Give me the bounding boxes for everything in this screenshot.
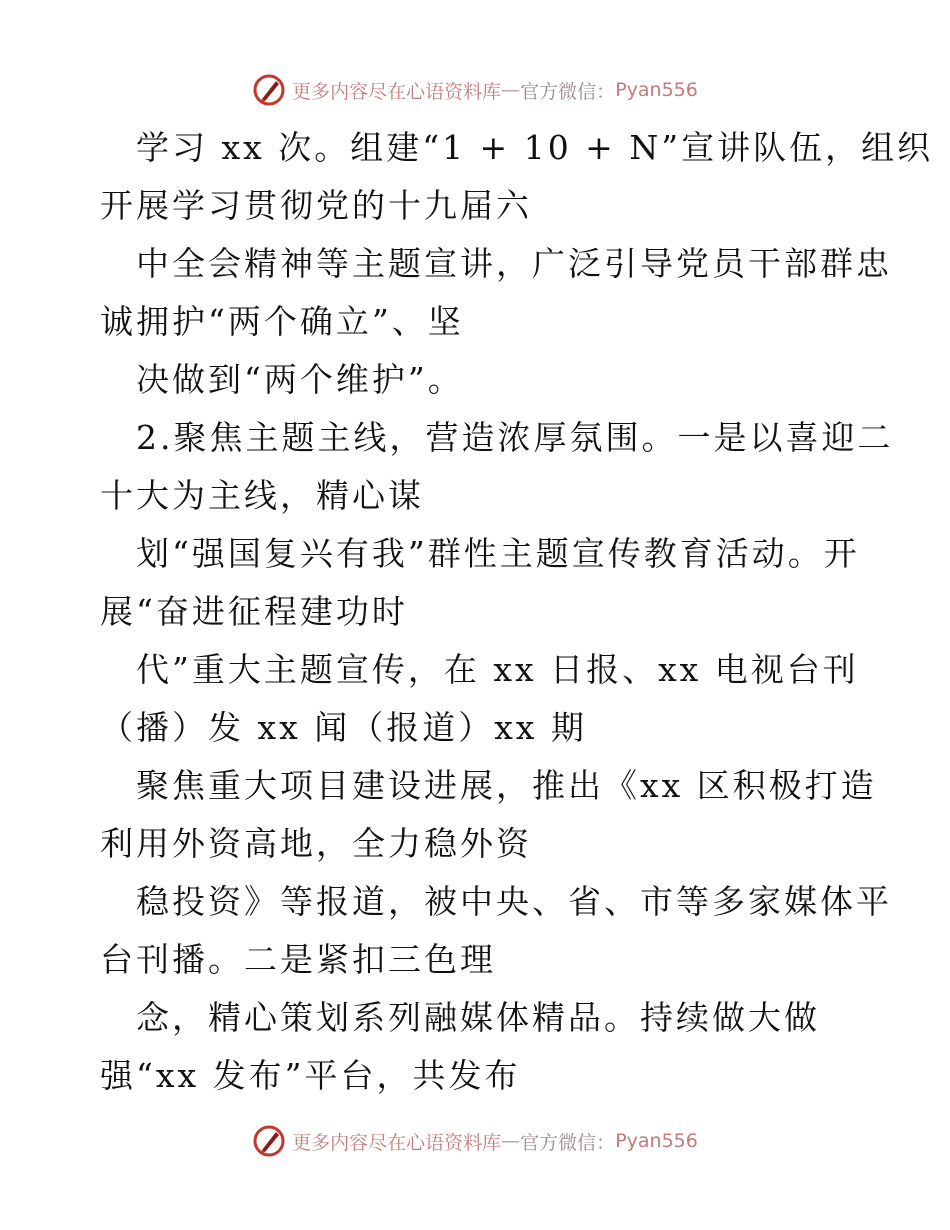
text-line: 十大为主线，精心谋 [100,476,424,515]
text-line: 开展学习贯彻党的十九届六 [100,186,532,225]
watermark-main-text: 更多内容尽在心语资料库 [292,1131,502,1154]
text-line: 诚拥护“两个确立”、坚 [100,302,464,341]
pen-logo-icon [252,1124,286,1158]
text-line: 台刊播。二是紧扣三色理 [100,940,496,979]
text-line: 划“强国复兴有我”群性主题宣传教育活动。开 [136,534,860,573]
text-line: 中全会精神等主题宣讲，广泛引导党员干部群忠 [136,244,892,283]
watermark-account: Pyan556 [615,1130,698,1152]
text-line: 代”重大主题宣传，在 xx 日报、xx 电视台刊 [136,650,859,689]
text-line: 2.聚焦主题主线，营造浓厚氛围。一是以喜迎二 [136,418,894,457]
pen-logo-icon [252,73,286,107]
text-line: 聚焦重大项目建设进展，推出《xx 区积极打造 [136,766,877,805]
footer-watermark [0,1121,950,1161]
watermark-account: Pyan556 [615,79,698,101]
watermark-main-text: 更多内容尽在心语资料库 [292,80,502,103]
text-line: 念，精心策划系列融媒体精品。持续做大做 [136,998,820,1037]
text-line: 展“奋进征程建功时 [100,592,408,631]
text-line: （播）发 xx 闻（报道）xx 期 [100,708,587,747]
text-line: 学习 xx 次。组建“1 + 10 + N”宣讲队伍，组织 [136,128,934,167]
watermark-separator: — [501,79,521,101]
watermark-label: 官方微信： [520,80,616,103]
text-line: 决做到“两个维护”。 [136,360,464,399]
text-line: 稳投资》等报道，被中央、省、市等多家媒体平 [136,882,892,921]
watermark-label: 官方微信： [520,1131,616,1154]
text-line: 利用外资高地，全力稳外资 [100,824,532,863]
header-watermark [0,70,950,110]
watermark-separator: — [501,1130,521,1152]
text-line: 强“xx 发布”平台，共发布 [100,1056,521,1095]
